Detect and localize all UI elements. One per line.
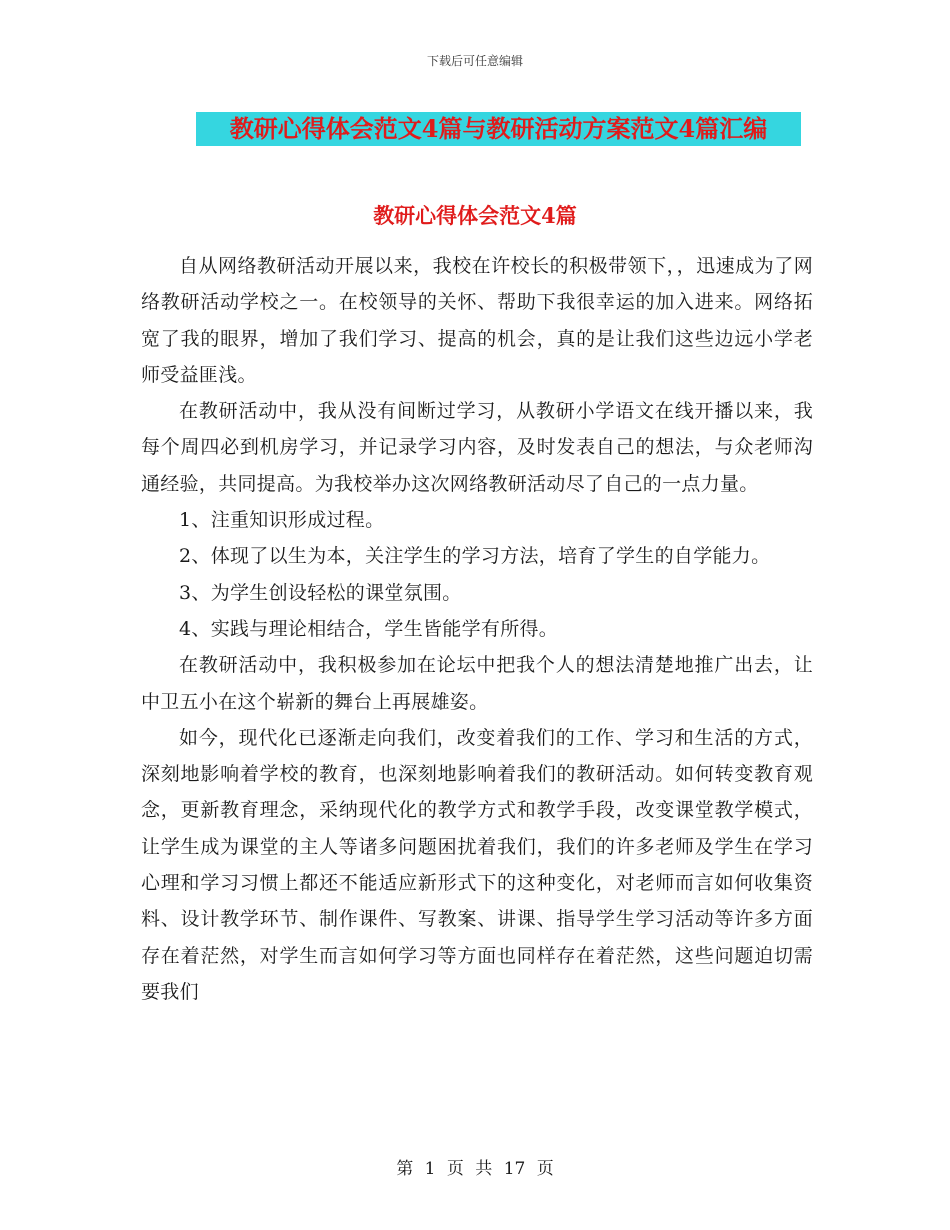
list-item: 3、为学生创设轻松的课堂氛围。 — [179, 581, 462, 604]
list-item: 2、体现了以生为本，关注学生的学习方法，培育了学生的自学能力。 — [179, 545, 771, 568]
paragraph: 自从网络教研活动开展以来，我校在许校长的积极带领下，，迅速成为了网络教研活动学校之一。在校领导的关怀、帮助下我很幸运的加入进来。网络拓宽了我的眼界，增加了我们学习、提高的机会，真的是让我们这些边远小学老师受益匪浅。 — [141, 255, 813, 386]
paragraph: 如今，现代化已逐渐走向我们，改变着我们的工作、学习和生活的方式，深刻地影响着学校的教育，也深刻地影响着我们的教研活动。如何转变教育观念，更新教育理念，采纳现代化的教学方式和教学手段，改变课堂教学模式，让学生成为课堂的主人等诸多问题困扰着我们，我们的许多老师及学生在学习心理和学习习惯上都还不能适应新形式下的这种变化，对老师而言如何收集资料、设计教学环节、制作课件、写教案、讲课、指导学生学习活动等许多方面存在着茫然，对学生而言如何学习等方面也同样存在着茫然，这些问题迫切需要我们 — [141, 726, 813, 1003]
list-item: 4、实践与理论相结合，学生皆能学有所得。 — [179, 617, 559, 640]
document-title-highlight — [196, 112, 801, 146]
body-text — [141, 248, 813, 1010]
page-footer: 第 1 页 共 17 页 — [396, 1159, 554, 1179]
paragraph: 在教研活动中，我从没有间断过学习，从教研小学语文在线开播以来，我每个周四必到机房学习，并记录学习内容，及时发表自己的想法，与众老师沟通经验，共同提高。为我校举办这次网络教研活动尽了自己的一点力量。 — [141, 400, 813, 495]
paragraph: 在教研活动中，我积极参加在论坛中把我个人的想法清楚地推广出去，让中卫五小在这个崭新的舞台上再展雄姿。 — [141, 654, 813, 713]
section-title: 教研心得体会范文4篇 — [373, 203, 577, 228]
document-title: 教研心得体会范文4篇与教研活动方案范文4篇汇编 — [229, 114, 768, 143]
list-item: 1、注重知识形成过程。 — [179, 509, 385, 532]
header-note: 下载后可任意编辑 — [426, 54, 523, 68]
